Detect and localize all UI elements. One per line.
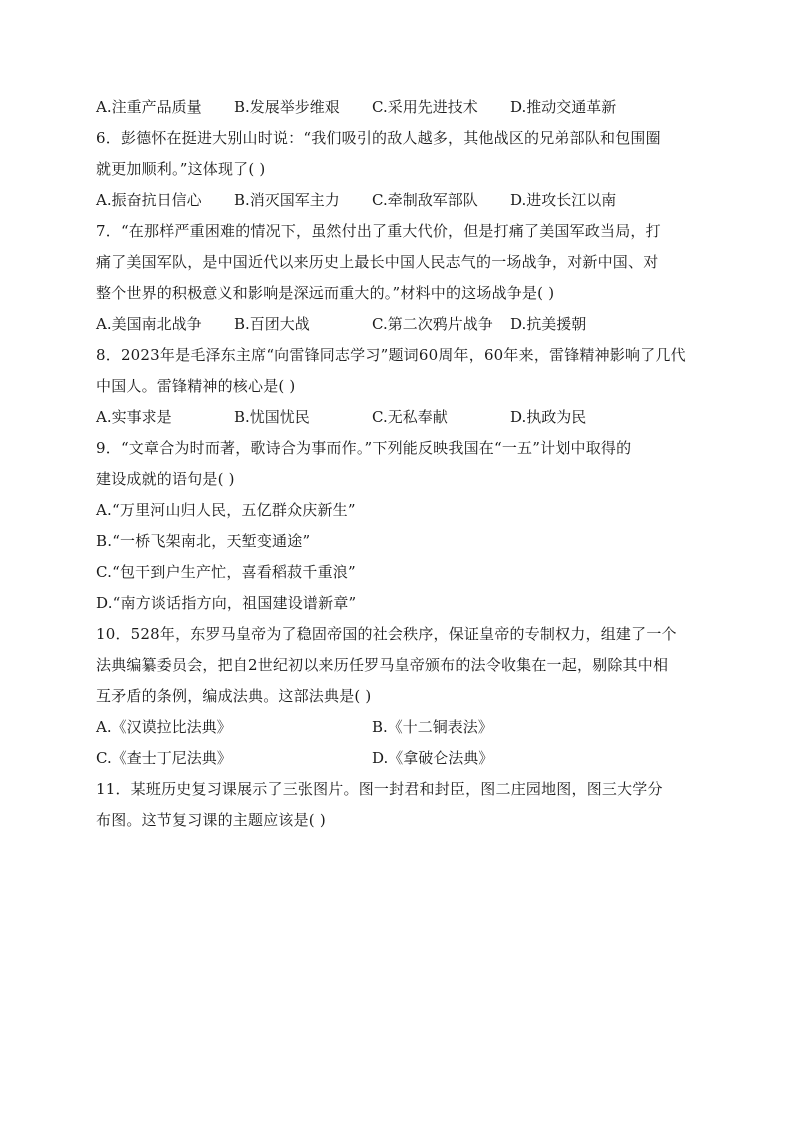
q10-option-d[interactable]: D.《拿破仑法典》 xyxy=(372,749,494,767)
q6-stem-line-1: 6．彭德怀在挺进大别山时说：“我们吸引的敌人越多，其他战区的兄弟部队和包围圈 xyxy=(96,129,661,147)
q9-stem-line-2: 建设成就的语句是( ) xyxy=(96,470,235,488)
q8-option-d[interactable]: D.执政为民 xyxy=(510,408,587,426)
q6-option-b[interactable]: B.消灭国军主力 xyxy=(234,191,340,209)
q7-option-c[interactable]: C.第二次鸦片战争 xyxy=(372,315,493,333)
q9-stem-line-1: 9．“文章合为时而著，歌诗合为事而作。”下列能反映我国在“一五”计划中取得的 xyxy=(96,439,632,457)
q9-option-b[interactable]: B.“一桥飞架南北，天堑变通途” xyxy=(96,532,311,550)
q7-stem-line-1: 7．“在那样严重困难的情况下，虽然付出了重大代价，但是打痛了美国军政当局，打 xyxy=(96,222,661,240)
q7-stem-line-2: 痛了美国军队，是中国近代以来历史上最长中国人民志气的一场战争，对新中国、对 xyxy=(96,253,659,271)
q10-option-a[interactable]: A.《汉谟拉比法典》 xyxy=(96,718,232,736)
q6-option-c[interactable]: C.牵制敌军部队 xyxy=(372,191,478,209)
q10-options-row-2 xyxy=(96,743,698,774)
q8-option-b[interactable]: B.忧国忧民 xyxy=(234,408,310,426)
q6-option-d[interactable]: D.进攻长江以南 xyxy=(510,191,617,209)
q10-option-c[interactable]: C.《查士丁尼法典》 xyxy=(96,749,232,767)
q7-option-a[interactable]: A.美国南北战争 xyxy=(96,315,202,333)
q11-stem-line-2: 布图。这节复习课的主题应该是( ) xyxy=(96,811,326,829)
q5-option-c[interactable]: C.采用先进技术 xyxy=(372,98,478,116)
q7-option-d[interactable]: D.抗美援朝 xyxy=(510,315,587,333)
q5-option-a[interactable]: A.注重产品质量 xyxy=(96,98,202,116)
q7-options xyxy=(96,309,698,340)
q10-stem-line-1: 10．528年，东罗马皇帝为了稳固帝国的社会秩序，保证皇帝的专制权力，组建了一个 xyxy=(96,625,677,643)
q5-options xyxy=(96,92,698,123)
q8-options xyxy=(96,402,698,433)
q9-option-c[interactable]: C.“包干到户生产忙，喜看稻菽千重浪” xyxy=(96,563,356,581)
q7-option-b[interactable]: B.百团大战 xyxy=(234,315,310,333)
q8-stem-line-1: 8．2023年是毛泽东主席“向雷锋同志学习”题词60周年，60年来，雷锋精神影响了几代 xyxy=(96,346,686,364)
q10-stem-line-2: 法典编纂委员会，把自2世纪初以来历任罗马皇帝颁布的法令收集在一起，剔除其中相 xyxy=(96,656,669,674)
q10-stem-line-3: 互矛盾的条例，编成法典。这部法典是( ) xyxy=(96,687,372,705)
q10-option-b[interactable]: B.《十二铜表法》 xyxy=(372,718,493,736)
q5-option-b[interactable]: B.发展举步维艰 xyxy=(234,98,340,116)
q6-option-a[interactable]: A.振奋抗日信心 xyxy=(96,191,202,209)
q7-stem-line-3: 整个世界的积极意义和影响是深远而重大的。”材料中的这场战争是( ) xyxy=(96,284,555,302)
q11-stem-line-1: 11．某班历史复习课展示了三张图片。图一封君和封臣，图二庄园地图，图三大学分 xyxy=(96,780,663,798)
exam-page xyxy=(96,92,698,836)
q6-options xyxy=(96,185,698,216)
q6-stem-line-2: 就更加顺利。”这体现了( ) xyxy=(96,160,266,178)
q10-options-row-1 xyxy=(96,712,698,743)
q9-option-a[interactable]: A.“万里河山归人民，五亿群众庆新生” xyxy=(96,501,356,519)
q8-stem-line-2: 中国人。雷锋精神的核心是( ) xyxy=(96,377,296,395)
q8-option-a[interactable]: A.实事求是 xyxy=(96,408,172,426)
q5-option-d[interactable]: D.推动交通革新 xyxy=(510,98,617,116)
q8-option-c[interactable]: C.无私奉献 xyxy=(372,408,448,426)
q9-option-d[interactable]: D.“南方谈话指方向，祖国建设谱新章” xyxy=(96,594,357,612)
